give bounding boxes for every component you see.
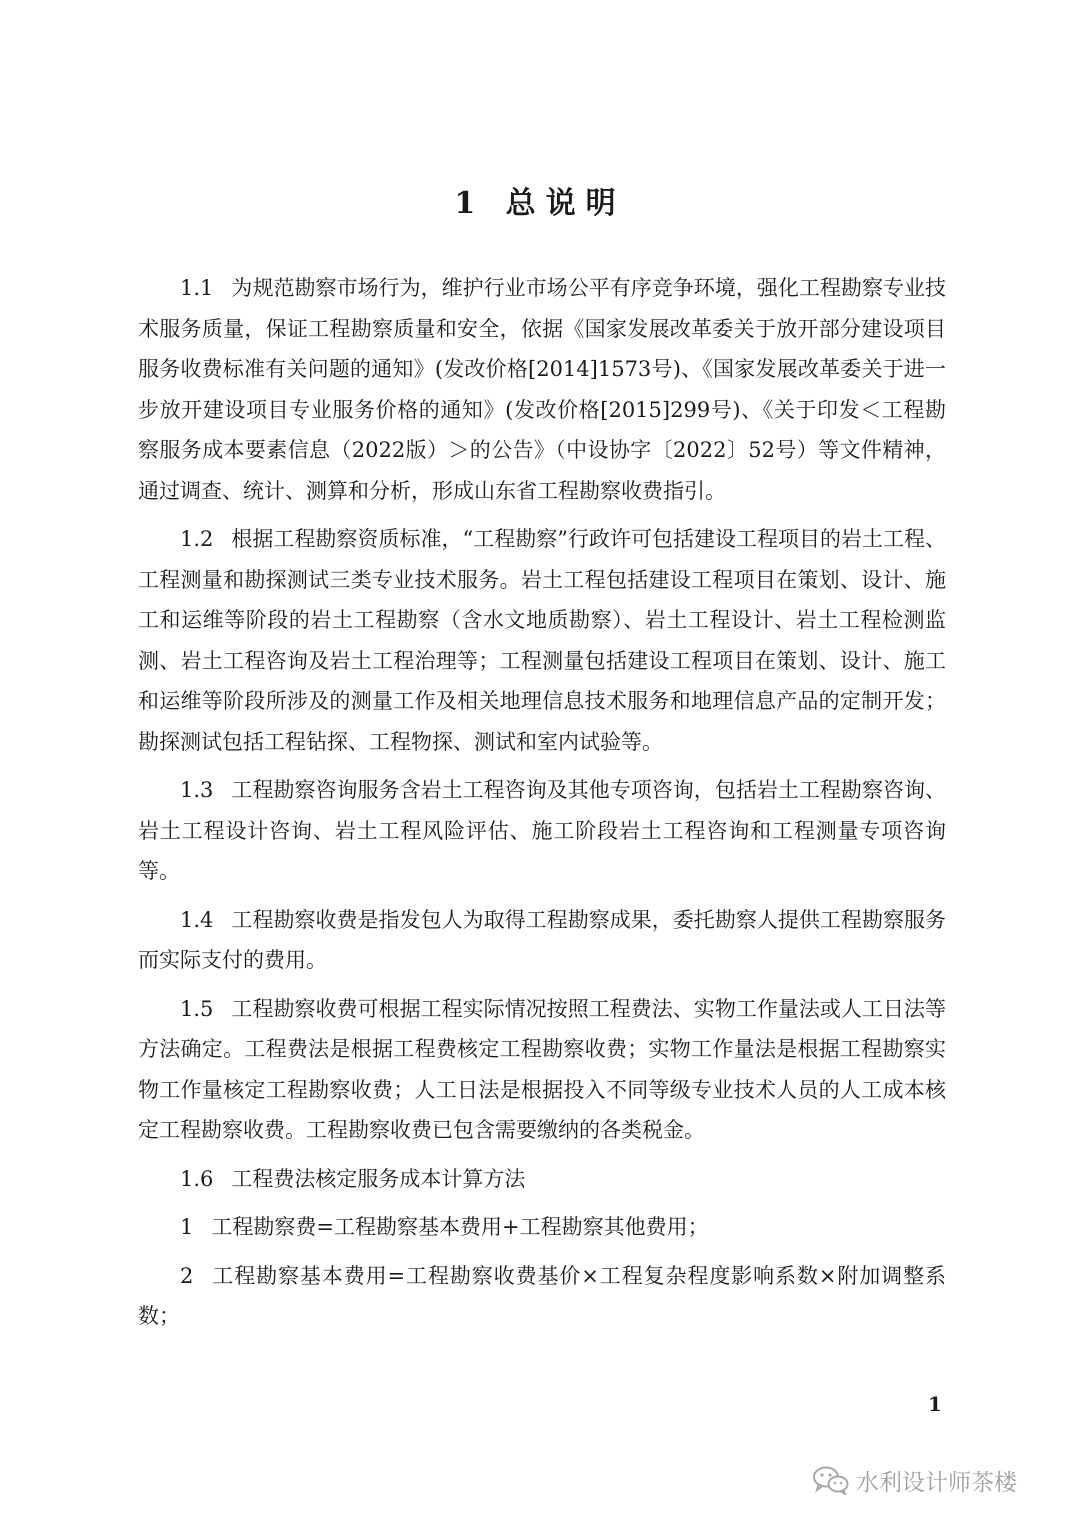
paragraph-text: 工程勘察咨询服务含岩土工程咨询及其他专项咨询，包括岩土工程勘察咨询、岩土工程设计咨询、岩土工程风险评估、施工阶段岩土工程咨询和工程测量专项咨询等。 — [138, 778, 946, 883]
paragraph-1-3 — [138, 770, 946, 892]
paragraph-text: 为规范勘察市场行为，维护行业市场公平有序竞争环境，强化工程勘察专业技术服务质量，保证工程勘察质量和安全，依据《国家发展改革委关于放开部分建设项目服务收费标准有关问题的通知》(发改价格[2014]1573号)、《国家发展改革委关于进一步放开建设项目专业服务价格的通知》(发改价格[2015]299号)、《关于印发＜工程勘察服务成本要素信息（2022版）＞的公告》（中设协字〔2022〕52号）等文件精神，通过调查、统计、测算和分析，形成山东省工程勘察收费指引。 — [138, 276, 946, 503]
formula-item-1 — [138, 1207, 946, 1248]
paragraph-1-1 — [138, 268, 946, 511]
wechat-icon — [812, 1465, 850, 1495]
item-number: 1 — [180, 1215, 194, 1239]
item-text: 工程勘察费=工程勘察基本费用+工程勘察其他费用； — [211, 1215, 709, 1239]
paragraph-1-4 — [138, 900, 946, 981]
paragraph-number: 1.1 — [180, 276, 214, 300]
paragraph-number: 1.6 — [180, 1166, 214, 1191]
paragraph-1-2 — [138, 519, 946, 762]
page-title: 1 总说明 — [454, 186, 626, 221]
paragraph-1-6 — [138, 1159, 946, 1200]
paragraph-text: 工程费法核定服务成本计算方法 — [231, 1166, 526, 1191]
paragraph-number: 1.3 — [180, 778, 214, 802]
paragraph-number: 1.2 — [180, 527, 214, 551]
paragraph-number: 1.4 — [180, 907, 214, 932]
item-text: 工程勘察基本费用=工程勘察收费基价×工程复杂程度影响系数×附加调整系数； — [138, 1263, 946, 1328]
paragraph-number: 1.5 — [180, 996, 214, 1021]
watermark — [812, 1462, 1017, 1498]
page-number: 1 — [928, 1392, 942, 1416]
watermark-text: 水利设计师茶楼 — [856, 1469, 1017, 1496]
document-body — [138, 268, 946, 1345]
paragraph-text: 根据工程勘察资质标准，“工程勘察”行政许可包括建设工程项目的岩土工程、工程测量和勘探测试三类专业技术服务。岩土工程包括建设工程项目在策划、设计、施工和运维等阶段的岩土工程勘察（含水文地质勘察）、岩土工程设计、岩土工程检测监测、岩土工程咨询及岩土工程治理等；工程测量包括建设工程项目在策划、设计、施工和运维等阶段所涉及的测量工作及相关地理信息技术服务和地理信息产品的定制开发；勘探测试包括工程钻探、工程物探、测试和室内试验等。 — [138, 527, 946, 754]
paragraph-text: 工程勘察收费是指发包人为取得工程勘察成果，委托勘察人提供工程勘察服务而实际支付的费用。 — [138, 907, 946, 972]
formula-item-2 — [138, 1256, 946, 1337]
paragraph-text: 工程勘察收费可根据工程实际情况按照工程费法、实物工作量法或人工日法等方法确定。工程费法是根据工程费核定工程勘察收费；实物工作量法是根据工程勘察实物工作量核定工程勘察收费；人工日法是根据投入不同等级专业技术人员的人工成本核定工程勘察收费。工程勘察收费已包含需要缴纳的各类税金。 — [138, 996, 946, 1142]
paragraph-1-5 — [138, 989, 946, 1151]
item-number: 2 — [180, 1263, 194, 1288]
